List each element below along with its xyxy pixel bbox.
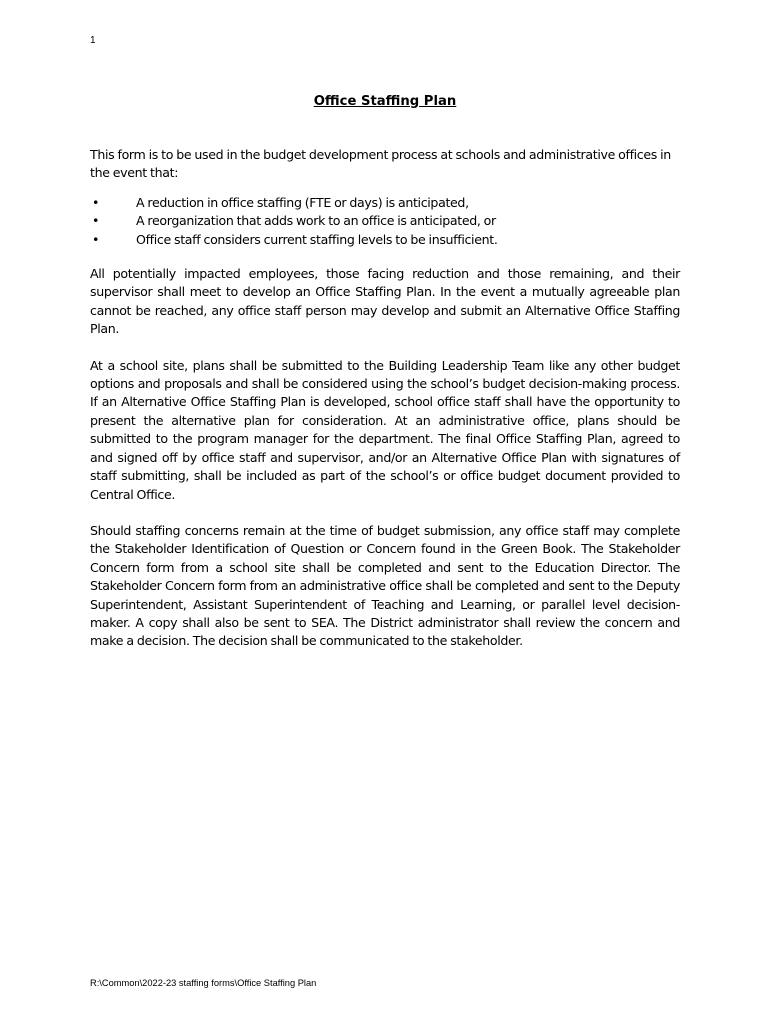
file-path-footer: R:\Common\2022-23 staffing forms\Office Staffing Plan [90,978,317,988]
document-body [90,146,680,669]
paragraph-school-site: At a school site, plans shall be submitted to the Building Leadership Team like any other budget options and proposals and shall be considered using the school’s budget decision-making process. If an Alternative Office Staffing Plan is developed, school office staff shall have the opportunity to present the alternative plan for consideration. At an administrative office, plans should be submitted to the program manager for the department. The final Office Staffing Plan, agreed to and signed off by office staff and supervisor, and/or an Alternative Office Plan with signatures of staff submitting, shall be included as part of the school’s or office budget document provided to Central Office. [90,357,680,502]
list-item-text: A reorganization that adds work to an office is anticipated, or [136,213,496,229]
bullet-icon: • [92,231,100,247]
paragraph-meeting: All potentially impacted employees, those facing reduction and those remaining, and their supervisor shall meet to develop an Office Staffing Plan. In the event a mutually agreeable plan cannot be reached, any office staff person may develop and submit an Alternative Office Staffing Plan. [90,266,680,337]
intro-paragraph: This form is to be used in the budget development process at schools and administrative offices in the event that: [90,147,671,181]
list-item [90,194,680,212]
bullet-icon: • [92,194,100,210]
list-item-text: Office staff considers current staffing levels to be insufficient. [136,231,498,247]
page-title: Office Staffing Plan [313,94,457,109]
list-item-text: A reduction in office staffing (FTE or days) is anticipated, [136,194,469,210]
bullet-icon: • [92,213,100,229]
list-item [90,231,680,249]
list-item [90,212,680,230]
paragraph-concerns: Should staffing concerns remain at the time of budget submission, any office staff may complete the Stakeholder Identification of Question or Concern found in the Green Book. The Stakeholder Concern form from a school site shall be completed and sent to the Education Director. The Stakeholder Concern form from an administrative office shall be completed and sent to the Deputy Superintendent, Assistant Superintendent of Teaching and Learning, or parallel level decision-maker. A copy shall also be sent to SEA. The District administrator shall review the concern and make a decision. The decision shall be communicated to the stakeholder. [90,522,680,649]
page-number: 1 [90,35,96,46]
bullet-list [90,194,680,249]
